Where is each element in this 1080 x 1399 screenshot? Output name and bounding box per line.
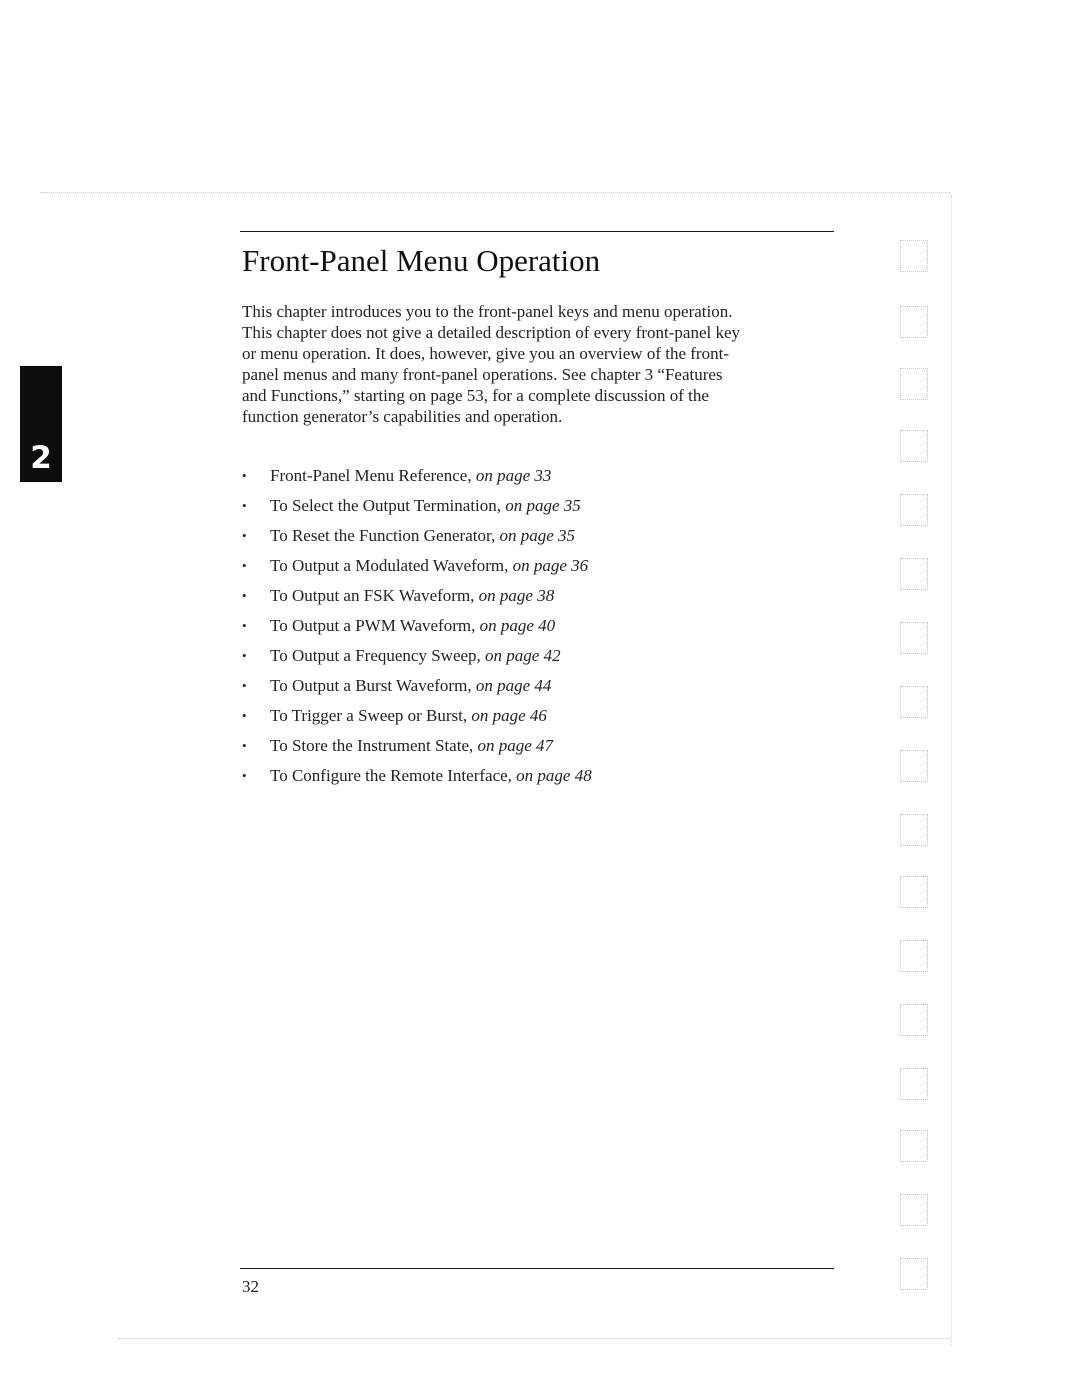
topic-item[interactable] bbox=[242, 491, 592, 521]
chapter-tab-number: 2 bbox=[30, 440, 52, 476]
topic-page-ref[interactable]: on page 33 bbox=[475, 466, 552, 485]
topic-title: To Output a PWM Waveform, bbox=[270, 616, 476, 635]
margin-tab-marker bbox=[900, 1258, 928, 1290]
bullet-icon: • bbox=[242, 768, 247, 783]
topic-page-ref[interactable]: on page 35 bbox=[499, 526, 576, 545]
bullet-icon: • bbox=[242, 498, 247, 513]
topic-item[interactable] bbox=[242, 761, 592, 791]
topic-item[interactable] bbox=[242, 701, 592, 731]
margin-tab-marker bbox=[900, 876, 928, 908]
intro-line: or menu operation. It does, however, give you an overview of the front- bbox=[242, 344, 729, 363]
topic-item[interactable] bbox=[242, 461, 592, 491]
topic-page-ref[interactable]: on page 35 bbox=[505, 496, 581, 515]
bullet-icon: • bbox=[242, 678, 247, 693]
margin-tab-marker bbox=[900, 1130, 928, 1162]
intro-line: and Functions,” starting on page 53, for a complete discussion of the bbox=[242, 386, 709, 405]
bullet-icon: • bbox=[242, 528, 247, 543]
bullet-icon: • bbox=[242, 708, 247, 723]
margin-tab-marker bbox=[900, 1004, 928, 1036]
margin-tab-marker bbox=[900, 1194, 928, 1226]
heading-rule bbox=[240, 231, 834, 232]
topic-title: To Store the Instrument State, bbox=[270, 736, 474, 755]
page-title: Front-Panel Menu Operation bbox=[242, 243, 601, 278]
intro-line: function generator’s capabilities and operation. bbox=[242, 407, 563, 426]
topic-title: To Configure the Remote Interface, bbox=[270, 766, 512, 785]
margin-tab-marker bbox=[900, 558, 928, 590]
topic-title: To Output a Burst Waveform, bbox=[270, 676, 472, 695]
margin-tab-marker bbox=[900, 940, 928, 972]
topic-title: To Select the Output Termination, bbox=[270, 496, 502, 515]
topic-item[interactable] bbox=[242, 521, 592, 551]
topic-page-ref[interactable]: on page 38 bbox=[478, 586, 555, 605]
bullet-icon: • bbox=[242, 558, 247, 573]
topic-page-ref[interactable]: on page 47 bbox=[477, 736, 554, 755]
topic-item[interactable] bbox=[242, 581, 592, 611]
topic-title: To Trigger a Sweep or Burst, bbox=[270, 706, 468, 725]
intro-line: This chapter introduces you to the front-panel keys and menu operation. bbox=[242, 302, 733, 321]
margin-tab-marker bbox=[900, 306, 928, 338]
chapter-tab bbox=[20, 366, 62, 482]
intro-line: This chapter does not give a detailed description of every front-panel key bbox=[242, 323, 741, 342]
margin-tab-marker bbox=[900, 686, 928, 718]
topic-page-ref[interactable]: on page 42 bbox=[485, 646, 561, 665]
topic-page-ref[interactable]: on page 40 bbox=[479, 616, 556, 635]
scan-artifact-bottom bbox=[118, 1338, 950, 1339]
margin-tab-marker bbox=[900, 1068, 928, 1100]
bullet-icon: • bbox=[242, 618, 247, 633]
topic-title: To Output a Modulated Waveform, bbox=[270, 556, 509, 575]
topic-item[interactable] bbox=[242, 611, 592, 641]
topic-page-ref[interactable]: on page 36 bbox=[512, 556, 589, 575]
topic-list bbox=[242, 461, 592, 791]
margin-tab-marker bbox=[900, 814, 928, 846]
topic-item[interactable] bbox=[242, 671, 592, 701]
topic-page-ref[interactable]: on page 44 bbox=[475, 676, 552, 695]
bullet-icon: • bbox=[242, 738, 247, 753]
bullet-icon: • bbox=[242, 588, 247, 603]
bullet-icon: • bbox=[242, 468, 247, 483]
topic-title: To Output an FSK Waveform, bbox=[270, 586, 475, 605]
page-number: 32 bbox=[242, 1277, 259, 1296]
intro-paragraph bbox=[242, 301, 842, 427]
margin-tab-marker bbox=[900, 750, 928, 782]
margin-tab-marker bbox=[900, 494, 928, 526]
margin-tab-marker bbox=[900, 430, 928, 462]
topic-title: To Output a Frequency Sweep, bbox=[270, 646, 481, 665]
topic-title: To Reset the Function Generator, bbox=[270, 526, 496, 545]
topic-page-ref[interactable]: on page 48 bbox=[516, 766, 592, 785]
bullet-icon: • bbox=[242, 648, 247, 663]
topic-item[interactable] bbox=[242, 551, 592, 581]
scan-artifact-top bbox=[40, 192, 950, 193]
margin-tab-marker bbox=[900, 368, 928, 400]
topic-page-ref[interactable]: on page 46 bbox=[471, 706, 547, 725]
topic-title: Front-Panel Menu Reference, bbox=[270, 466, 472, 485]
scan-artifact-edge bbox=[951, 195, 952, 1345]
margin-tab-marker bbox=[900, 240, 928, 272]
footer-rule bbox=[240, 1268, 834, 1269]
topic-item[interactable] bbox=[242, 641, 592, 671]
intro-line: panel menus and many front-panel operations. See chapter 3 “Features bbox=[242, 365, 723, 384]
margin-tab-marker bbox=[900, 622, 928, 654]
topic-item[interactable] bbox=[242, 731, 592, 761]
